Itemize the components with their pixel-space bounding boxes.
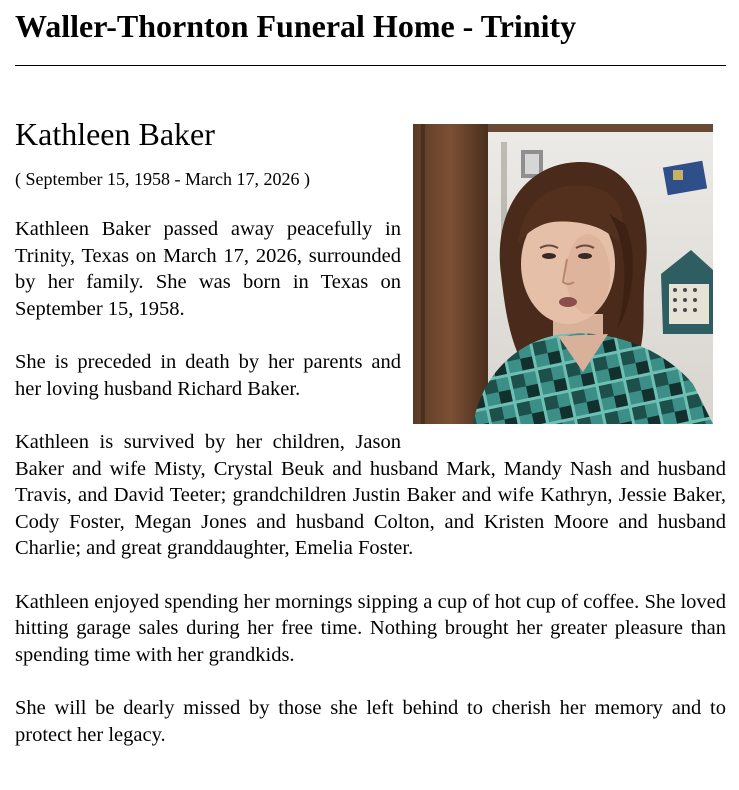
header-divider	[15, 65, 726, 66]
obituary-paragraph: Kathleen Baker passed away peacefully in Trinity, Texas on March 17, 2026, surrounded by her family. She was born in Texas on September 15, 1958.	[15, 218, 401, 320]
obituary-content	[15, 112, 726, 748]
obituary-paragraph: Kathleen enjoyed spending her mornings sipping a cup of hot cup of coffee. She loved hitting garage sales during her free time. Nothing brought her greater pleasure than spending time with her grandkids.	[15, 590, 726, 666]
obituary-paragraph: She will be dearly missed by those she left behind to cherish her memory and to protect her legacy.	[15, 697, 726, 746]
life-dates: ( September 15, 1958 - March 17, 2026 )	[15, 169, 310, 189]
site-title: Waller-Thornton Funeral Home - Trinity	[15, 8, 577, 44]
obituary-paragraph: She is preceded in death by her parents and her loving husband Richard Baker.	[15, 351, 401, 400]
portrait-photo	[413, 124, 713, 424]
portrait-photo-illustration	[413, 124, 713, 424]
deceased-name: Kathleen Baker	[15, 116, 215, 152]
obituary-paragraph: Kathleen is survived by her children, Jason Baker and wife Misty, Crystal Beuk and husband Mark, Mandy Nash and husband Travis, and David Teeter; grandchildren Justin Baker and wife Kathryn, Jessie Baker, Cody Foster, Megan Jones and husband Colton, and Kristen Moore and husband Charlie; and great granddaughter, Emelia Foster.	[15, 431, 726, 559]
